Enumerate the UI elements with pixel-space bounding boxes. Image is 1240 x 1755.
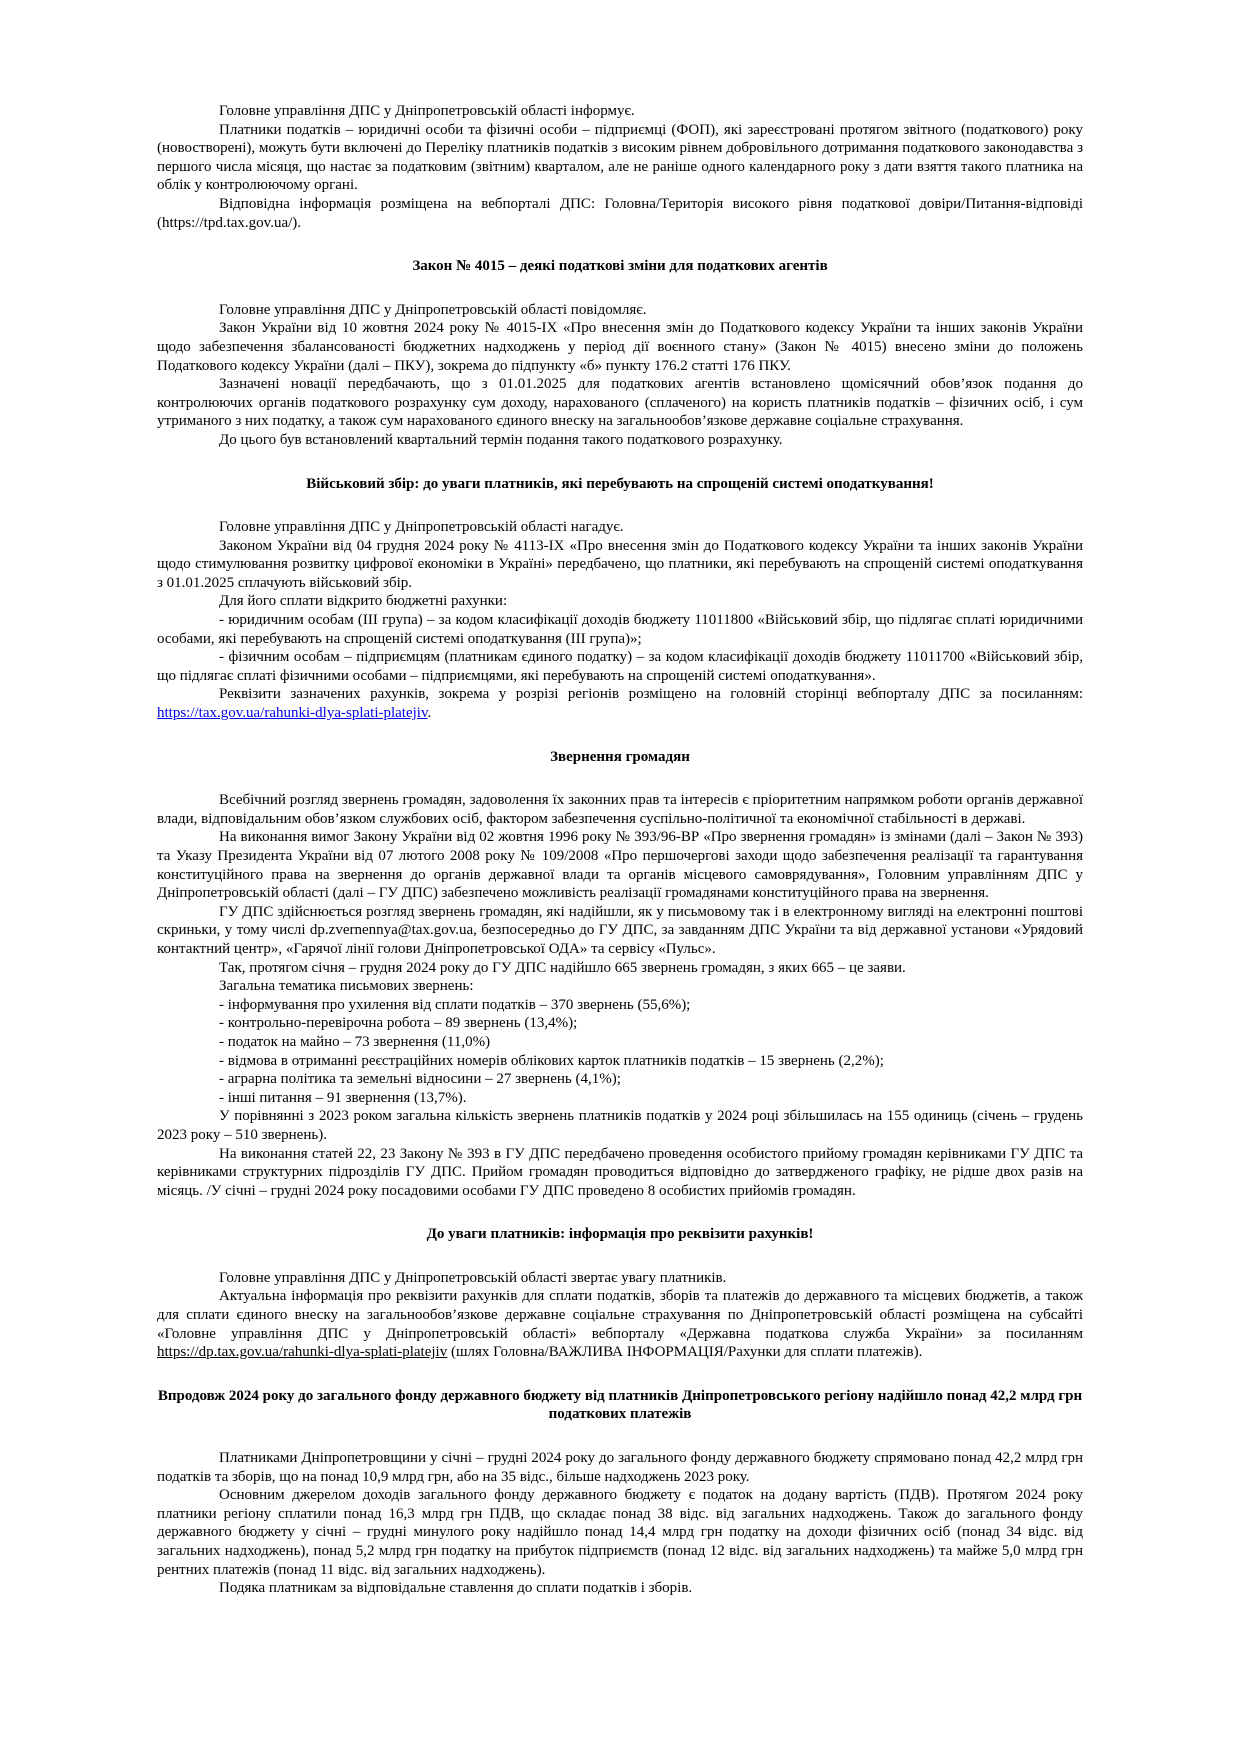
paragraph: Загальна тематика письмових звернень: bbox=[219, 978, 474, 995]
paragraph: Для його сплати відкрито бюджетні рахунки: bbox=[219, 593, 508, 610]
section-heading: Звернення громадян bbox=[550, 748, 690, 765]
paragraph: - аграрна політика та земельні відносини – 27 звернень (4,1%); bbox=[219, 1071, 621, 1088]
paragraph: Подяка платникам за відповідальне ставлення до сплати податків і зборів. bbox=[219, 1580, 693, 1597]
paragraph: Головне управління ДПС у Дніпропетровській області звертає увагу платників. bbox=[219, 1269, 727, 1286]
text-run: (шлях Головна/ВАЖЛИВА ІНФОРМАЦІЯ/Рахунки для сплати платежів). bbox=[447, 1344, 923, 1361]
paragraph: - юридичним особам (ІІІ група) – за кодом класифікації доходів бюджету 11011800 «Військовий збір, що підлягає сплаті юридичними особами, які перебувають на спрощеній системі оподаткування (ІІІ група)»; bbox=[157, 612, 1083, 647]
paragraph: Законом України від 04 грудня 2024 року № 4113-IX «Про внесення змін до Податкового кодексу України та інших законів України щодо стимулювання розвитку цифрової економіки в Україні» передбачено, що платники, які перебувають на спрощеній системі оподаткування з 01.01.2025 сплачують військовий збір. bbox=[157, 537, 1083, 591]
paragraph: Головне управління ДПС у Дніпропетровській області інформує. bbox=[219, 103, 635, 119]
paragraph: Платниками Дніпропетровщини у січні – грудні 2024 року до загального фонду державного бюджету спрямовано понад 42,2 млрд грн податків та зборів, що на понад 10,9 млрд грн, або на 35 відс., більше надходжень 2023 року. bbox=[157, 1450, 1083, 1485]
paragraph: Головне управління ДПС у Дніпропетровській області повідомляє. bbox=[219, 301, 647, 318]
paragraph: - фізичним особам – підприємцям (платникам єдиного податку) – за кодом класифікації доходів бюджету 11011700 «Військовий збір, що підлягає сплаті фізичними особами – підприємцями, які перебувають на спрощеній системі оподаткування». bbox=[157, 649, 1083, 684]
paragraph: ГУ ДПС здійснюється розгляд звернень громадян, які надійшли, як у письмовому так і в електронному вигляді на електронні поштові скриньки, у тому числі dp.zvernennya@tax.gov.ua, безпосередньо до ГУ ДПС, за завданням ДПС України та від державної установи «Урядовий контактний центр», «Гарячої лінії голови Дніпропетровської ОДА» та сервісу «Пульс». bbox=[157, 903, 1083, 957]
paragraph: Головне управління ДПС у Дніпропетровській області нагадує. bbox=[219, 519, 624, 536]
paragraph: - інформування про ухилення від сплати податків – 370 звернень (55,6%); bbox=[219, 996, 691, 1013]
paragraph: - контрольно-перевірочна робота – 89 звернень (13,4%); bbox=[219, 1015, 578, 1032]
paragraph: До цього був встановлений квартальний термін подання такого податкового розрахунку. bbox=[219, 431, 783, 448]
hyperlink[interactable]: https://tax.gov.ua/rahunki-dlya-splati-platejiv bbox=[157, 705, 428, 722]
paragraph: На виконання статей 22, 23 Закону № 393 в ГУ ДПС передбачено проведення особистого прийому громадян керівниками ГУ ДПС та керівниками структурних підрозділів ГУ ДПС. Прийом громадян проводиться відповідно до затвердженого графіку, не рідше двох разів на місяць. /У січні – грудні 2024 року посадовими особами ГУ ДПС проведено 8 особистих прийомів громадян. bbox=[157, 1145, 1083, 1199]
underlined-url[interactable]: https://dp.tax.gov.ua/rahunki-dlya-splati-platejiv bbox=[157, 1344, 448, 1361]
paragraph: Закон України від 10 жовтня 2024 року № 4015-IX «Про внесення змін до Податкового кодексу України та інших законів України щодо забезпечення збалансованості бюджетних надходжень у період дії воєнного стану» (Закон № 4015) внесено зміни до положень Податкового кодексу України (далі – ПКУ), зокрема до підпункту «б» пункту 176.2 статті 176 ПКУ. bbox=[157, 320, 1083, 374]
section-heading: Закон № 4015 – деякі податкові зміни для податкових агентів bbox=[412, 258, 828, 275]
paragraph bbox=[157, 1287, 1083, 1361]
paragraph: У порівнянні з 2023 роком загальна кількість звернень платників податків у 2024 році збільшилась на 155 одиниць (січень – грудень 2023 року – 510 звернень). bbox=[157, 1108, 1083, 1143]
section-heading: Військовий збір: до уваги платників, які перебувають на спрощеній системі оподаткування! bbox=[306, 475, 934, 492]
paragraph: Зазначені новації передбачають, що з 01.01.2025 для податкових агентів встановлено щомісячний обов’язок подання до контролюючих органів податкового розрахунку сум доходу, нарахованого (сплаченого) на користь платників податків – фізичних осіб, і сум утриманого з них податку, а також сум нарахованого єдиного внеску на загальнообов’язкове державне соціальне страхування. bbox=[157, 376, 1083, 430]
paragraph: На виконання вимог Закону України від 02 жовтня 1996 року № 393/96-ВР «Про звернення громадян» із змінами (далі – Закон № 393) та Указу Президента України від 07 лютого 2008 року № 109/2008 «Про першочергові заходи щодо забезпечення реалізації та гарантування конституційного права на звернення до органів державної влади та органів місцевого самоврядування», Головним управлінням ДПС у Дніпропетровській області (далі – ГУ ДПС) забезпечено можливість реалізації громадянами конституційного права на звернення. bbox=[157, 829, 1083, 902]
paragraph: Так, протягом січня – грудня 2024 року до ГУ ДПС надійшло 665 звернень громадян, з яких 665 – це заяви. bbox=[219, 959, 906, 976]
text-run: . bbox=[427, 705, 432, 722]
paragraph: - податок на майно – 73 звернення (11,0%) bbox=[219, 1033, 491, 1050]
paragraph: Платники податків – юридичні особи та фізичні особи – підприємці (ФОП), які зареєстровані протягом звітного (податкового) року (новостворені), можуть бути включені до Переліку платників податків з високим рівнем добровільного дотримання податкового законодавства з першого числа місяця, що настає за податковим (звітним) кварталом, але не раніше одного календарного року з дати взяття такого платника на облік у контролюючому органі. bbox=[157, 121, 1083, 194]
paragraph: Відповідна інформація розміщена на вебпорталі ДПС: Головна/Територія високого рівня податкової довіри/Питання-відповіді (https://tpd.tax.gov.ua/). bbox=[157, 195, 1083, 231]
section-heading: До уваги платників: інформація про реквізити рахунків! bbox=[426, 1226, 814, 1243]
section-heading: Впродовж 2024 року до загального фонду державного бюджету від платників Дніпропетровського регіону надійшло понад 42,2 млрд грн податкових платежів bbox=[157, 1387, 1083, 1423]
paragraph: Всебічний розгляд звернень громадян, задоволення їх законних прав та інтересів є пріоритетним напрямком роботи органів державної влади, відповідальним обов’язком службових осіб, фактором забезпечення суспільно-політичної та економічної стабільності в державі. bbox=[157, 792, 1083, 827]
paragraph: Основним джерелом доходів загального фонду державного бюджету є податок на додану вартість (ПДВ). Протягом 2024 року платники регіону сплатили понад 16,3 млрд грн ПДВ, що складає понад 38 відс. від загальних надходжень. Також до загального фонду державного бюджету у січні – грудні минулого року надійшло понад 14,4 млрд грн податку на доходи фізичних осіб (понад 34 відс. від загальних надходжень), понад 5,2 млрд грн податку на прибуток підприємств (понад 12 відс. від загальних надходжень) та майже 5,0 млрд грн рентних платежів (понад 11 відс. від загальних надходжень). bbox=[157, 1487, 1083, 1578]
paragraph bbox=[157, 685, 1083, 722]
paragraph: - відмова в отриманні реєстраційних номерів облікових карток платників податків – 15 звернень (2,2%); bbox=[219, 1052, 884, 1069]
text-run: Реквізити зазначених рахунків, зокрема у розрізі регіонів розміщено на головній сторінці вебпорталу ДПС за посиланням: bbox=[219, 686, 1083, 703]
text-run: Актуальна інформація про реквізити рахунків для сплати податків, зборів та платежів до державного та місцевих бюджетів, а також для сплати єдиного внеску на загальнообов’язкове державне соціальне страхування по Дніпропетровській області розміщена на субсайті «Головне управління ДПС у Дніпропетровській області» вебпорталу «Державна податкова служба України» за посиланням bbox=[157, 1288, 1083, 1342]
paragraph: - інші питання – 91 звернення (13,7%). bbox=[219, 1089, 467, 1106]
document-body bbox=[157, 102, 1083, 1598]
